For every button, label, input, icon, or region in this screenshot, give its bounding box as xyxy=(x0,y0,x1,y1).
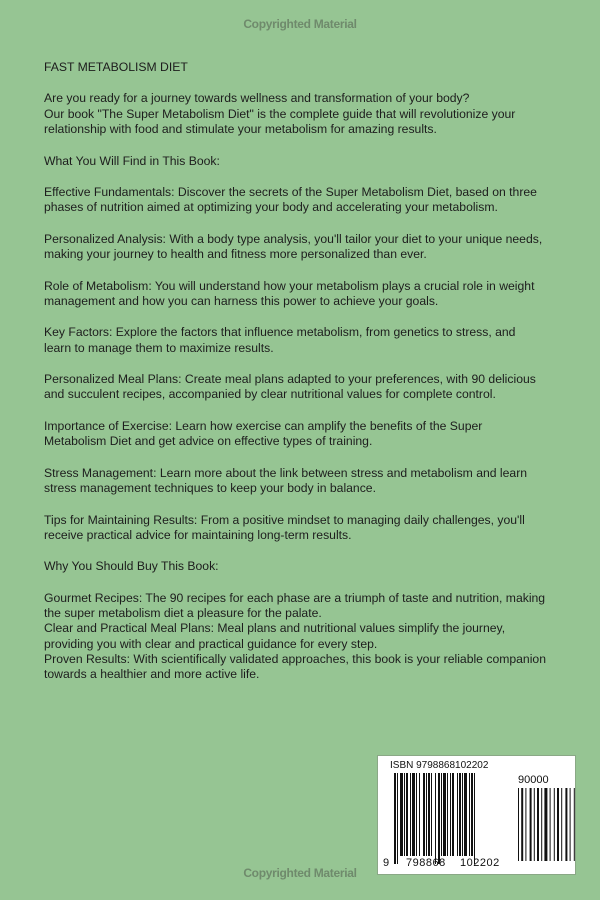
paragraph xyxy=(44,513,584,544)
isbn-barcode xyxy=(377,755,576,875)
barcode-bar xyxy=(464,773,467,856)
paragraph xyxy=(44,154,584,169)
barcode-bar xyxy=(419,773,420,856)
text-line: Stress Management: Learn more about the link between stress and metabolism and learn xyxy=(44,465,528,480)
paragraph xyxy=(44,185,584,216)
paragraph xyxy=(44,232,584,263)
text-line: stress management techniques to keep your body in balance. xyxy=(44,481,376,496)
barcode-bar xyxy=(541,788,542,861)
barcode-bar xyxy=(410,773,411,856)
barcode-bar xyxy=(443,773,446,856)
paragraph xyxy=(44,91,584,137)
text-line: management and how you can harness this power to achieve your goals. xyxy=(44,293,439,308)
copyright-watermark-bottom: Copyrighted Material xyxy=(243,866,357,880)
text-line: Metabolism Diet and get advice on effective types of training. xyxy=(44,434,373,449)
text-line: towards a healthier and more active life. xyxy=(44,667,260,682)
barcode-bar xyxy=(416,773,417,856)
barcode-bar xyxy=(397,773,398,864)
text-line: Effective Fundamentals: Discover the secrets of the Super Metabolism Diet, based on three xyxy=(44,185,537,200)
paragraph xyxy=(44,591,584,683)
barcode-bar xyxy=(450,773,451,856)
text-line: Tips for Maintaining Results: From a positive mindset to managing daily challenges, you'll xyxy=(44,512,525,527)
barcode-bar xyxy=(438,773,440,864)
barcode-bar xyxy=(394,773,396,864)
barcode-bar xyxy=(471,773,473,856)
barcode-bar xyxy=(428,773,430,856)
price-addon-code: 90000 xyxy=(518,774,549,786)
barcode-bar xyxy=(565,788,567,861)
barcode-bar xyxy=(423,773,425,856)
text-line: What You Will Find in This Book: xyxy=(44,153,220,168)
barcode-bar xyxy=(561,788,562,861)
barcode-bar xyxy=(412,773,415,856)
barcode-bar xyxy=(557,788,559,861)
barcode-bar xyxy=(406,773,408,856)
text-line: phases of nutrition aimed at optimizing your body and accelerating your metabolism. xyxy=(44,200,498,215)
paragraph xyxy=(44,466,584,497)
barcode-lead-digit: 9 xyxy=(383,857,390,869)
barcode-group-1: 798868 xyxy=(406,857,446,869)
text-line: Are you ready for a journey towards wellness and transformation of your body? xyxy=(44,91,470,106)
paragraph xyxy=(44,419,584,450)
text-line: and succulent recipes, accompanied by clear nutritional values for complete control. xyxy=(44,387,496,402)
text-line: Proven Results: With scientifically validated approaches, this book is your reliable companion xyxy=(44,651,546,666)
isbn-label: ISBN 9798868102202 xyxy=(390,760,489,771)
barcode-bar xyxy=(447,773,448,856)
text-line: making your journey to health and fitness more personalized than ever. xyxy=(44,247,427,262)
paragraph xyxy=(44,559,584,574)
barcode-bar xyxy=(474,773,475,864)
text-line: providing you with clear and practical guidance for every step. xyxy=(44,636,378,651)
barcode-bar xyxy=(457,773,458,856)
barcode-bar xyxy=(518,788,519,861)
cover-heading xyxy=(44,60,584,75)
barcode-bar xyxy=(537,788,539,861)
barcode-bar xyxy=(435,773,436,864)
paragraph xyxy=(44,279,584,310)
barcode-group-2: 102202 xyxy=(460,857,500,869)
text-line: Role of Metabolism: You will understand how your metabolism plays a crucial role in weight xyxy=(44,278,535,293)
barcode-bar xyxy=(452,773,454,856)
barcode-bar xyxy=(574,788,575,861)
text-line: Clear and Practical Meal Plans: Meal plans and nutritional values simplify the journey, xyxy=(44,621,506,636)
barcode-bar xyxy=(400,773,403,856)
text-line: Personalized Analysis: With a body type analysis, you'll tailor your diet to your unique needs, xyxy=(44,231,543,246)
barcode-bar xyxy=(554,788,555,861)
text-line: Gourmet Recipes: The 90 recipes for each phase are a triumph of taste and nutrition, making xyxy=(44,590,546,605)
text-line: Key Factors: Explore the factors that influence metabolism, from genetics to stress, and xyxy=(44,325,516,340)
text-line: Our book "The Super Metabolism Diet" is the complete guide that will revolutionize your xyxy=(44,106,516,121)
text-line: learn to manage them to maximize results. xyxy=(44,340,274,355)
copyright-watermark-top: Copyrighted Material xyxy=(243,17,357,31)
back-cover-description xyxy=(44,60,584,699)
text-line: Importance of Exercise: Learn how exercise can amplify the benefits of the Super xyxy=(44,418,483,433)
barcode-bar xyxy=(570,788,571,861)
text-line: the super metabolism diet a pleasure for the palate. xyxy=(44,606,322,621)
text-line: Personalized Meal Plans: Create meal plans adapted to your preferences, with 90 delicious xyxy=(44,372,536,387)
barcode-bar xyxy=(462,773,463,856)
paragraph xyxy=(44,372,584,403)
barcode-bar xyxy=(550,788,551,861)
barcode-bar xyxy=(534,788,535,861)
barcode-bar xyxy=(426,773,427,856)
paragraph xyxy=(44,325,584,356)
barcode-bar xyxy=(431,773,432,856)
barcode-bar xyxy=(525,788,526,861)
text-line: FAST METABOLISM DIET xyxy=(44,60,188,74)
barcode-bar xyxy=(469,773,470,856)
barcode-bar xyxy=(404,773,405,856)
barcode-bar xyxy=(441,773,442,856)
barcode-bar xyxy=(459,773,461,856)
barcode-bar xyxy=(530,788,532,861)
barcode-bar xyxy=(544,788,547,861)
text-line: relationship with food and stimulate your metabolism for amazing results. xyxy=(44,122,437,137)
text-line: Why You Should Buy This Book: xyxy=(44,559,219,574)
text-line: receive practical advice for maintaining long-term results. xyxy=(44,527,352,542)
barcode-bar xyxy=(521,788,523,861)
